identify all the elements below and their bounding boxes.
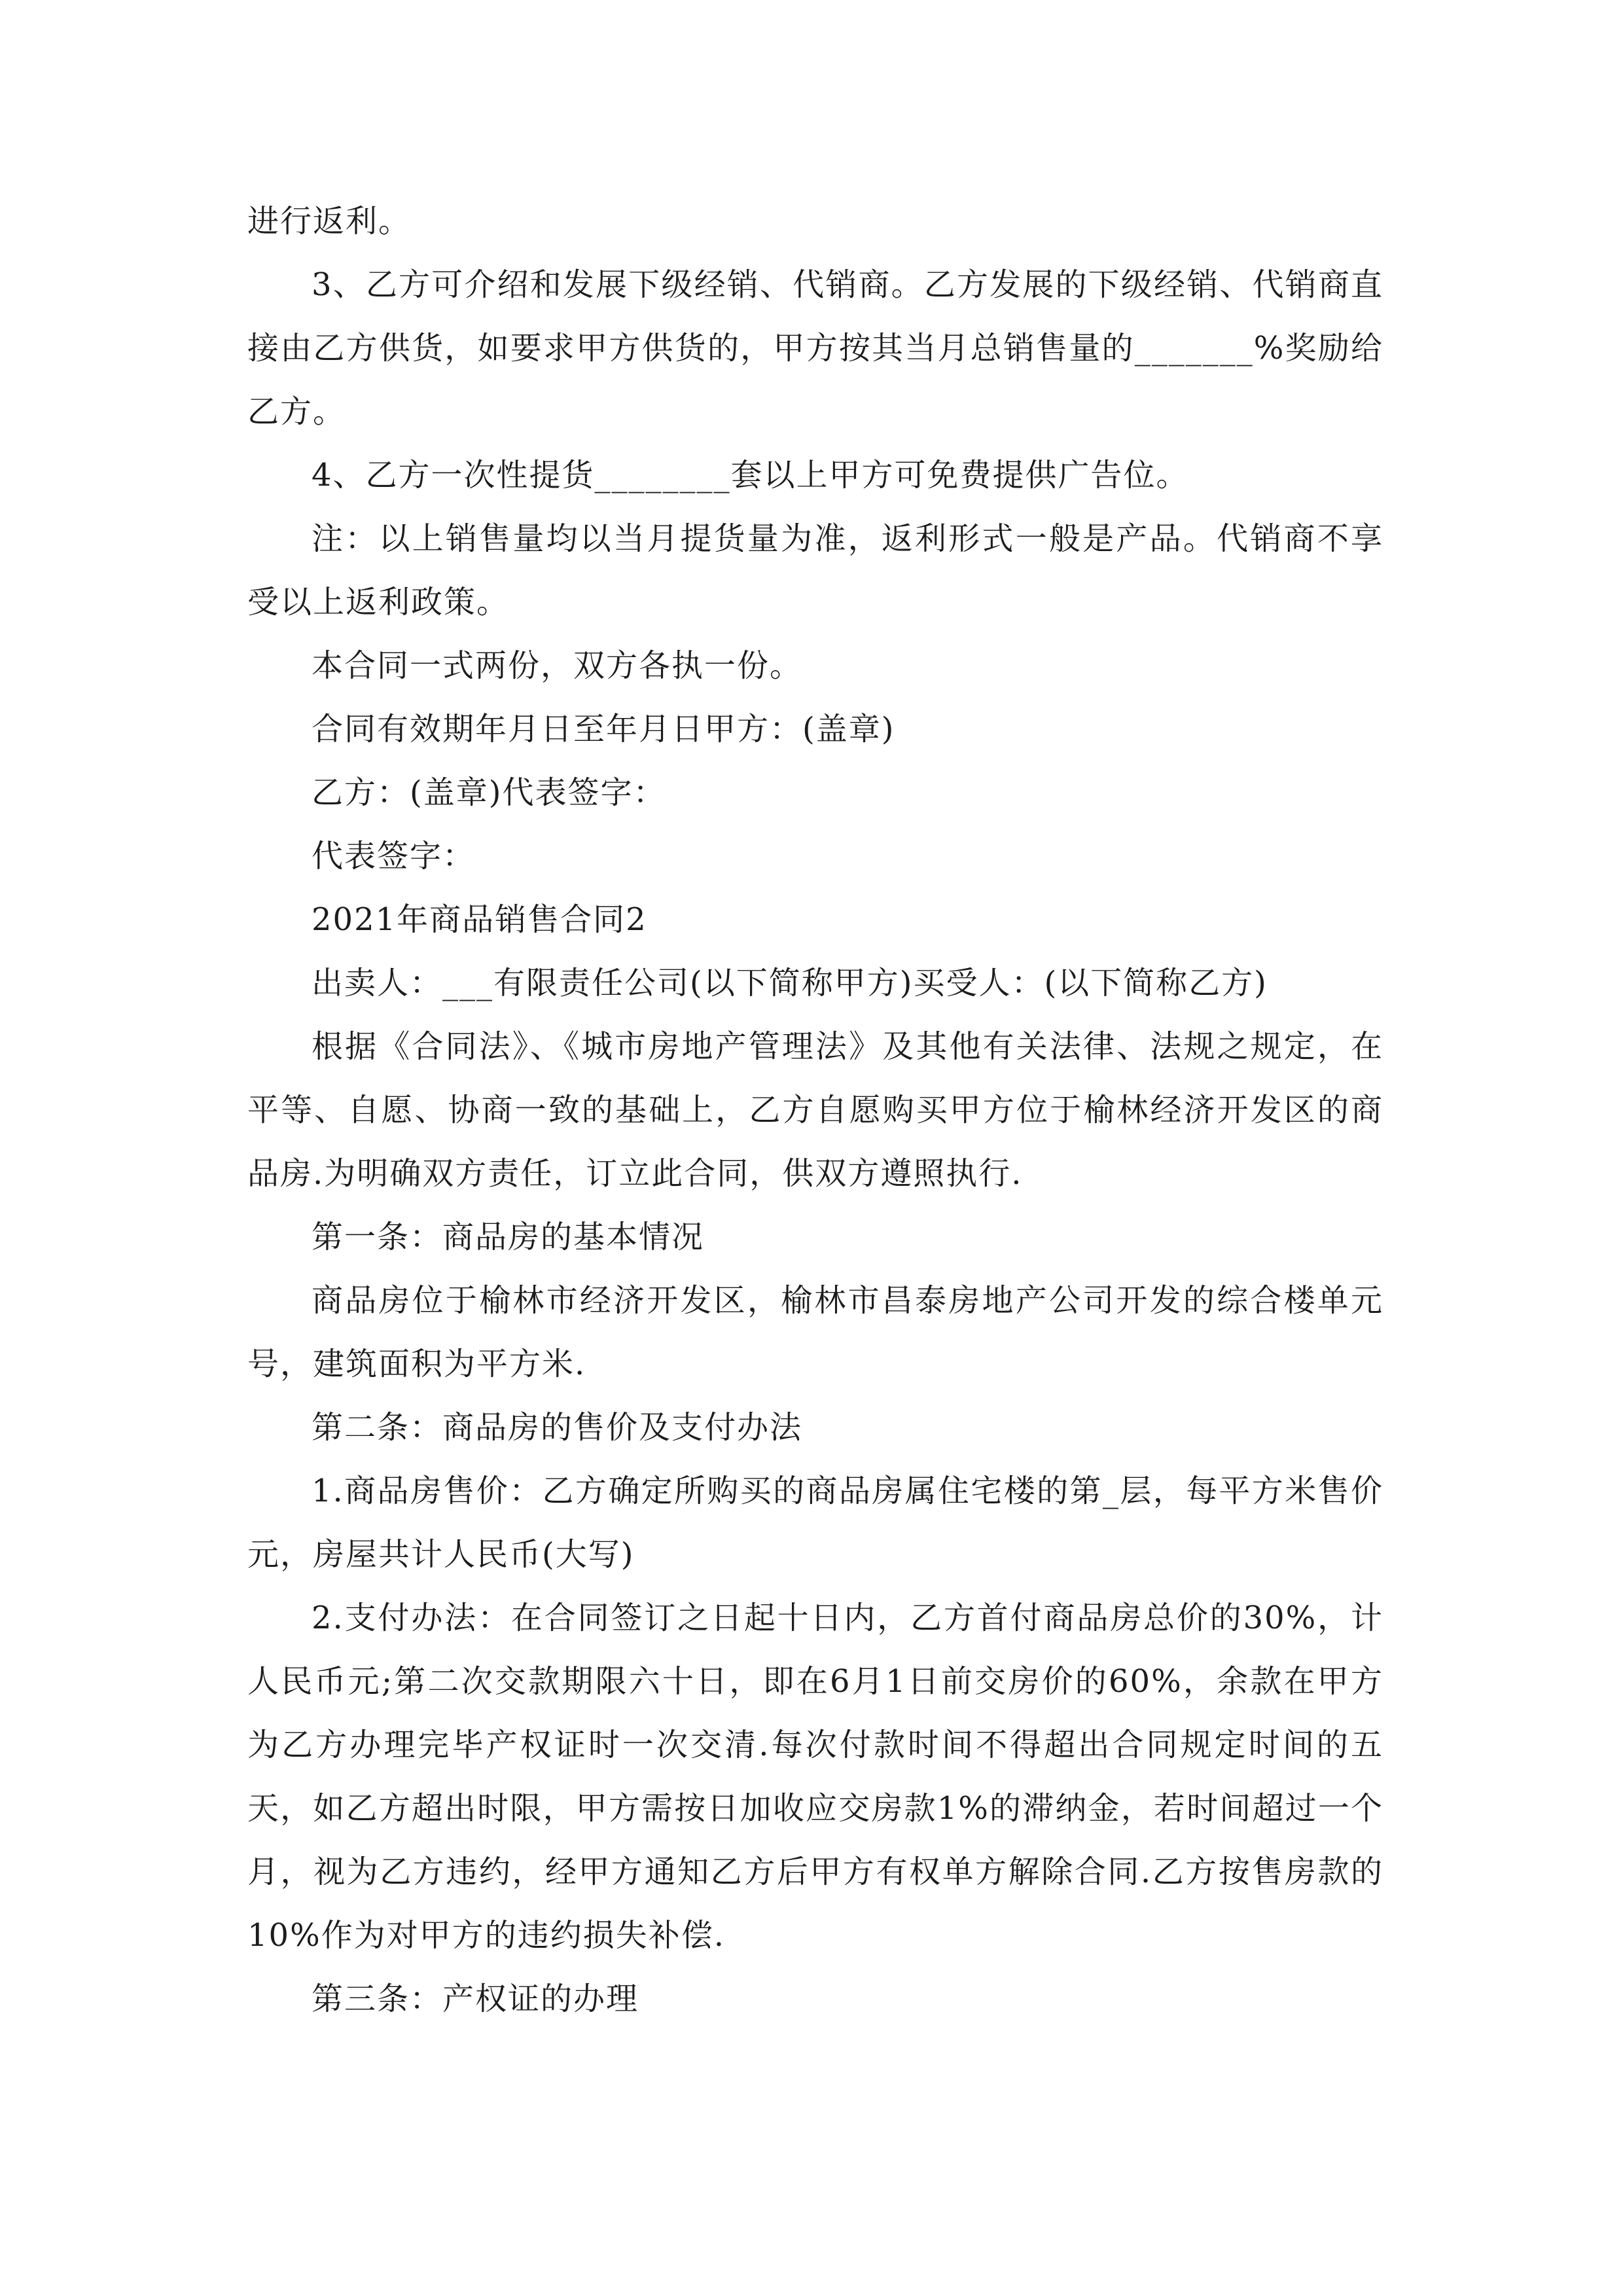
paragraph-clause-4-advertising: 4、乙方一次性提货________套以上甲方可免费提供广告位。: [312, 457, 1189, 493]
paragraph-note: 注：以上销售量均以当月提货量为准，返利形式一般是产品。代销商不享受以上返利政策。: [247, 520, 1383, 620]
paragraph-price: 1.商品房售价：乙方确定所购买的商品房属住宅楼的第_层，每平方米售价元，房屋共计人民币(大写): [247, 1473, 1383, 1573]
paragraph-copies: 本合同一式两份，双方各执一份。: [312, 647, 803, 684]
document-body: [247, 190, 1383, 2031]
paragraph-rebate-end: 进行返利。: [247, 203, 412, 240]
contract-2-title: 2021年商品销售合同2: [312, 901, 647, 938]
paragraph-legal-basis: 根据《合同法》、《城市房地产管理法》及其他有关法律、法规之规定，在平等、自愿、协商一致的基础上，乙方自愿购买甲方位于榆林经济开发区的商品房.为明确双方责任，订立此合同，供双方遵照执行.: [247, 1028, 1383, 1192]
article-1-heading: 第一条：商品房的基本情况: [312, 1219, 705, 1255]
paragraph-validity-party-a: 合同有效期年月日至年月日甲方：(盖章): [312, 711, 895, 747]
article-3-heading: 第三条：产权证的办理: [312, 1981, 639, 2017]
article-2-heading: 第二条：商品房的售价及支付办法: [312, 1409, 803, 1446]
paragraph-clause-3-distributors: 3、乙方可介绍和发展下级经销、代销商。乙方发展的下级经销、代销商直接由乙方供货，如要求甲方供货的，甲方按其当月总销售量的_______%奖励给乙方。: [247, 266, 1383, 430]
paragraph-payment: 2.支付办法：在合同签订之日起十日内，乙方首付商品房总价的30%，计人民币元;第二次交款期限六十日，即在6月1日前交房价的60%，余款在甲方为乙方办理完毕产权证时一次交清.每次付款时间不得超出合同规定时间的五天，如乙方超出时限，甲方需按日加收应交房款1%的滞纳金，若时间超过一个月，视为乙方违约，经甲方通知乙方后甲方有权单方解除合同.乙方按售房款的10%作为对甲方的违约损失补偿.: [247, 1600, 1383, 1954]
paragraph-representative-signature: 代表签字：: [312, 838, 476, 874]
paragraph-seller-buyer: 出卖人：___有限责任公司(以下简称甲方)买受人：(以下简称乙方): [312, 965, 1268, 1001]
paragraph-property-info: 商品房位于榆林市经济开发区，榆林市昌泰房地产公司开发的综合楼单元号，建筑面积为平方米.: [247, 1282, 1383, 1382]
paragraph-party-b-signature: 乙方：(盖章)代表签字：: [312, 774, 666, 811]
